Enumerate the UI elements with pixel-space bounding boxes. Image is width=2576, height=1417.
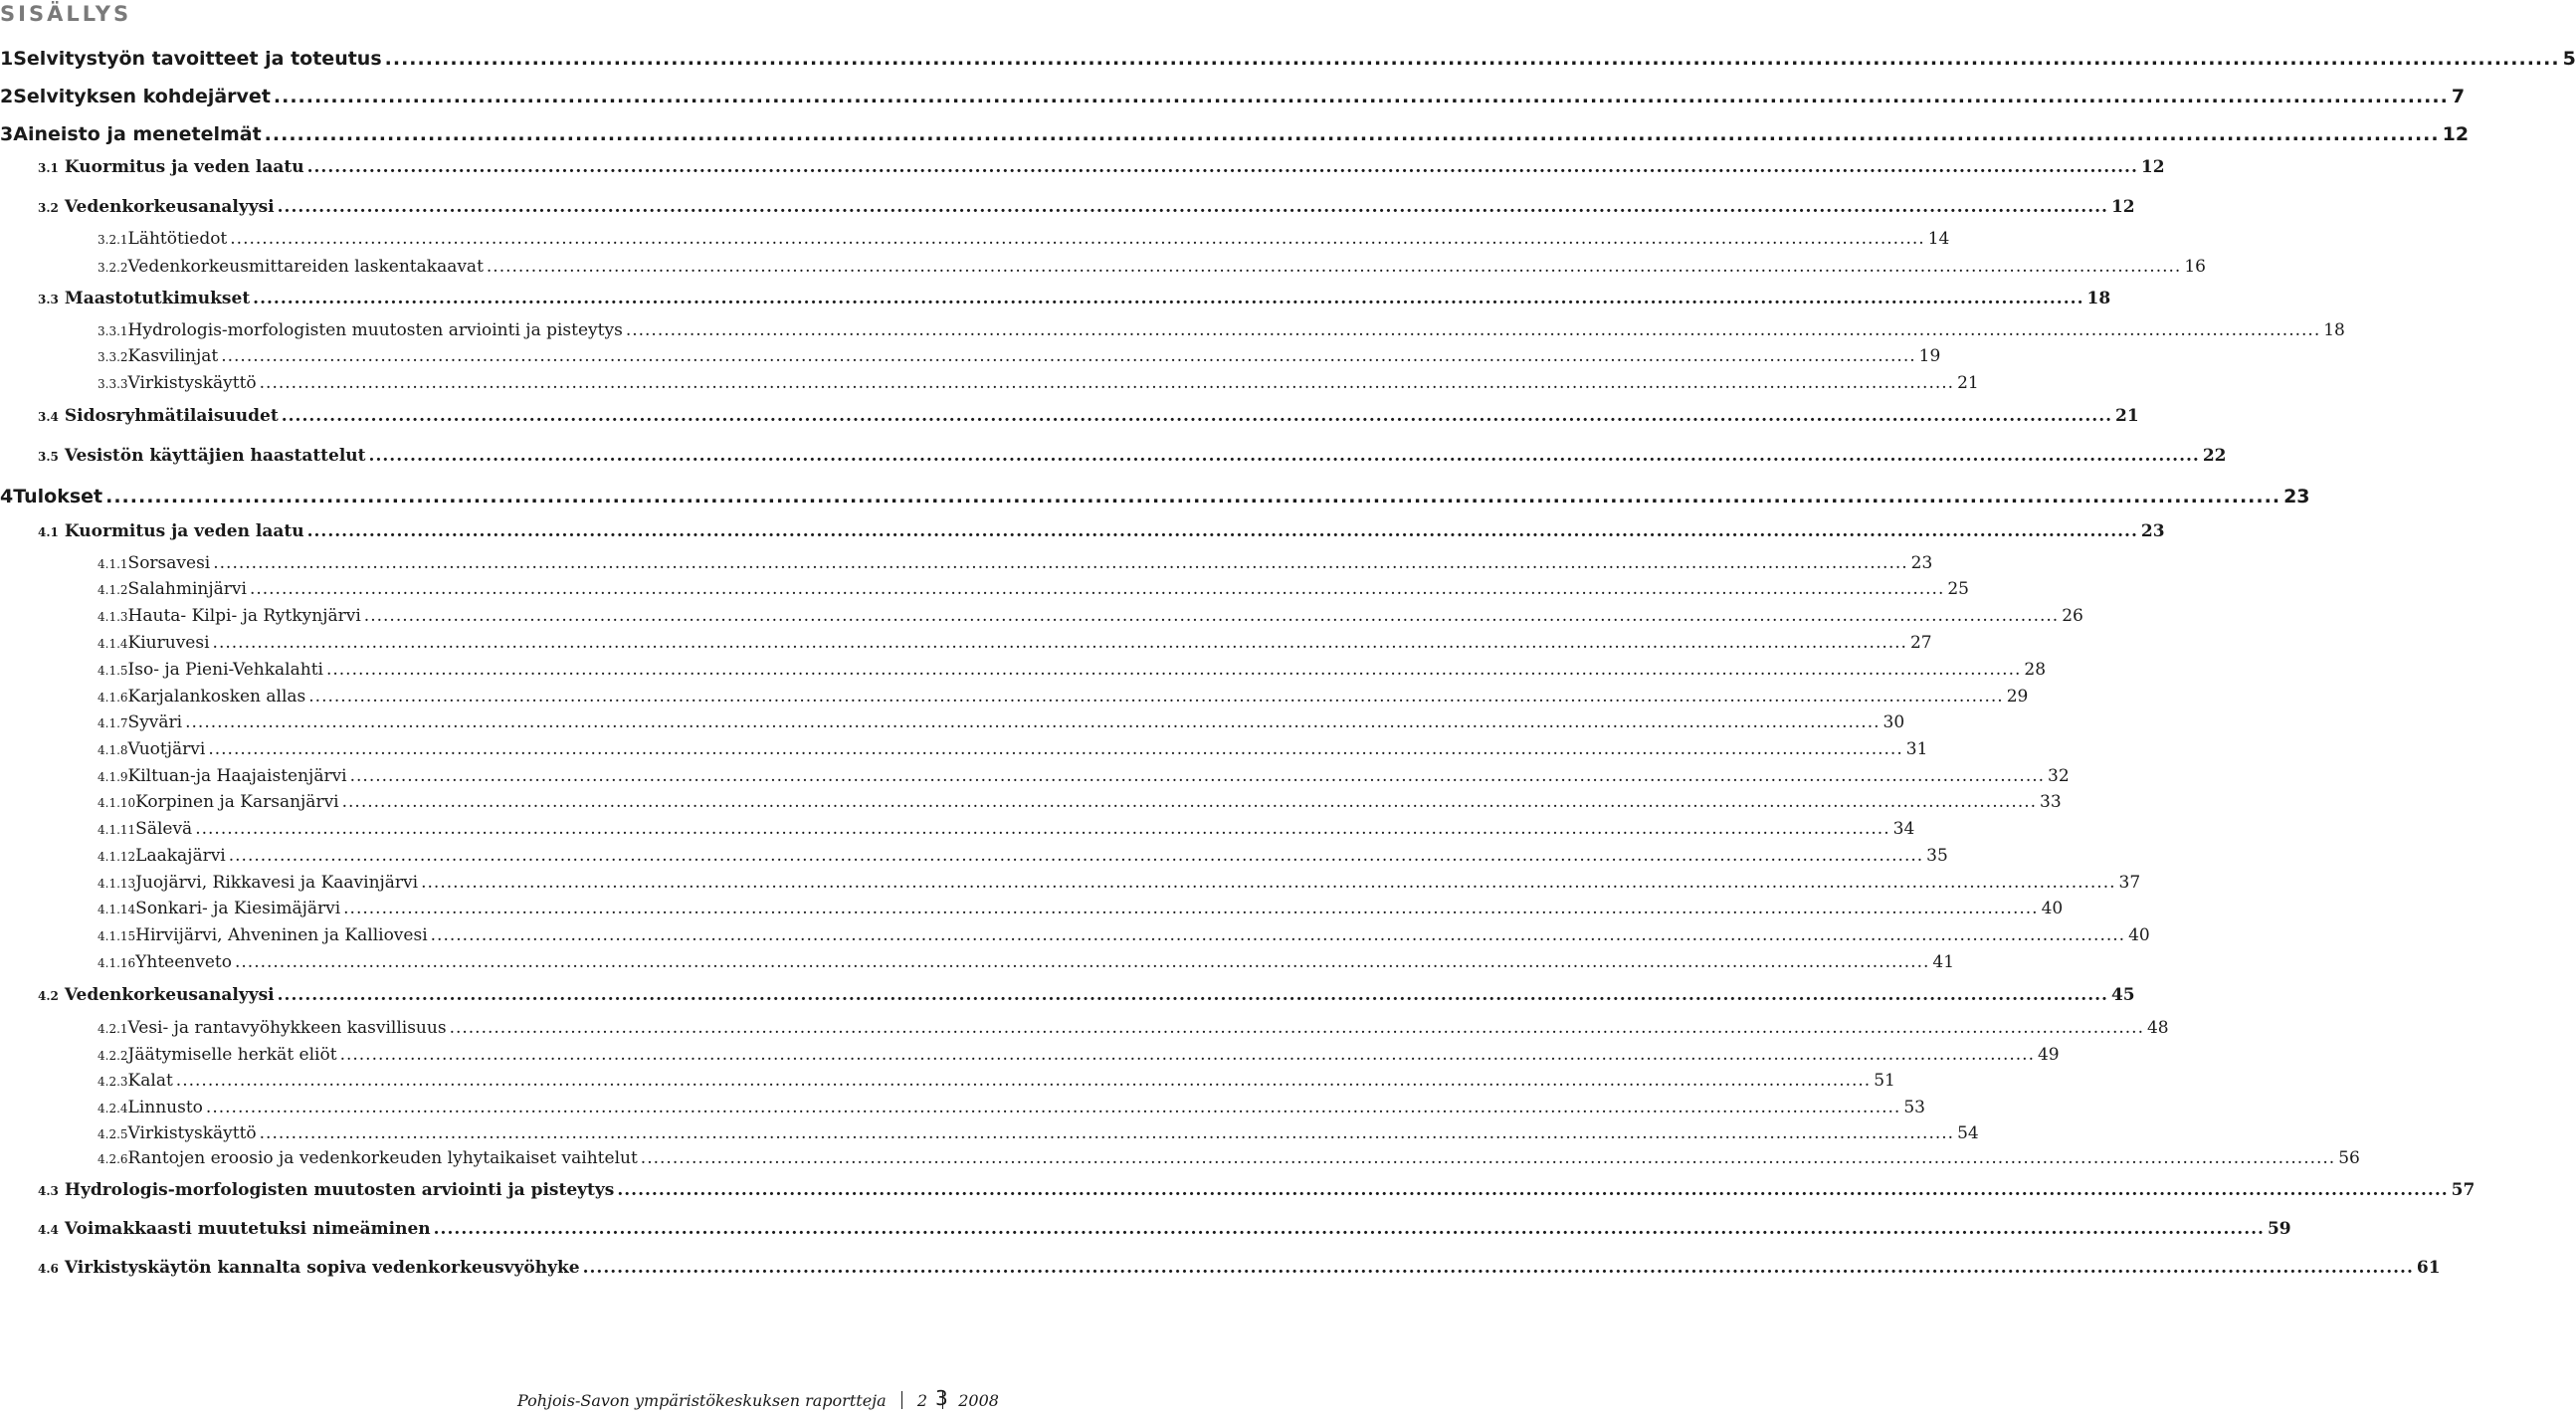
toc-entry-number: 4.1.7 (98, 716, 128, 730)
toc-entry-number: 4.1.12 (98, 850, 136, 864)
toc-entry (98, 1098, 1925, 1117)
toc-entry (98, 766, 2070, 786)
toc-entry-number: 4.1 (38, 525, 59, 539)
toc-entry-leader (450, 1018, 2144, 1038)
toc-entry-page: 32 (2048, 766, 2070, 786)
footer-divider (901, 1391, 902, 1409)
toc-entry (0, 123, 2470, 145)
toc-entry-number: 4.1.16 (98, 956, 136, 970)
toc-entry (38, 985, 2135, 1005)
toc-entry-label: Syväri (127, 712, 183, 732)
toc-entry-page: 25 (1947, 579, 1969, 599)
toc-entry-number: 4.2.2 (98, 1049, 128, 1063)
toc-entry-label: Voimakkaasti muutetuksi nimeäminen (64, 1219, 431, 1239)
toc-entry-label: Hydrologis-morfologisten muutosten arviointi ja pisteytys (127, 320, 623, 340)
toc-entry-leader (260, 373, 1954, 393)
toc-entry-number: 1 (0, 48, 14, 70)
toc-entry-number: 4.1.5 (98, 664, 128, 678)
toc-entry-label: Vesi- ja rantavyöhykkeen kasvillisuus (127, 1018, 447, 1038)
toc-entry-page: 23 (1910, 553, 1933, 573)
toc-entry-page: 59 (2267, 1219, 2291, 1239)
toc-entry-leader (487, 257, 2181, 277)
toc-entry-number: 4.4 (38, 1223, 59, 1237)
toc-entry-page: 7 (2451, 86, 2466, 107)
toc-entry-number: 4.1.15 (98, 929, 136, 943)
toc-entry-label: Kuormitus ja veden laatu (64, 157, 304, 177)
toc-entry-leader (185, 712, 1880, 732)
toc-entry-number: 4.1.14 (98, 903, 136, 916)
toc-entry-leader (235, 952, 1929, 972)
toc-entry-page: 56 (2338, 1148, 2360, 1168)
toc-entry-label: Iso- ja Pieni-Vehkalahti (127, 660, 323, 680)
toc-entry-leader (307, 521, 2138, 541)
toc-entry (38, 1258, 2441, 1278)
toc-entry-number: 4.2.5 (98, 1127, 128, 1141)
toc-entry-number: 3.3.2 (98, 350, 128, 364)
toc-entry-page: 16 (2184, 257, 2206, 277)
toc-entry-leader (265, 123, 2440, 145)
toc-entry-label: Kalat (127, 1071, 173, 1091)
toc-entry (98, 712, 1905, 732)
toc-entry (98, 1148, 2360, 1168)
toc-entry-page: 29 (2006, 687, 2029, 707)
toc-entry (98, 553, 1933, 573)
toc-entry-page: 23 (2140, 521, 2165, 541)
toc-entry-leader (221, 346, 1915, 366)
toc-entry-number: 3.5 (38, 450, 59, 464)
toc-entry-leader (626, 320, 2320, 340)
toc-entry-number: 2 (0, 86, 14, 107)
toc-entry-page: 49 (2037, 1045, 2060, 1065)
toc-entry (98, 846, 1948, 866)
toc-entry (38, 521, 2165, 541)
toc-entry-page: 31 (1905, 739, 1928, 759)
toc-entry-label: Vedenkorkeusanalyysi (64, 985, 275, 1005)
toc-entry-number: 4.1.4 (98, 637, 128, 651)
toc-entry-number: 3 (0, 123, 14, 145)
toc-entry (98, 1123, 1979, 1143)
toc-entry-number: 3.3 (38, 293, 59, 306)
toc-entry-label: Selvityksen kohdejärvet (13, 86, 271, 107)
toc-entry-page: 26 (2062, 606, 2083, 626)
toc-entry-leader (278, 197, 2108, 217)
toc-entry-number: 3.1 (38, 161, 59, 175)
toc-entry-page: 19 (1918, 346, 1941, 366)
toc-entry-page: 48 (2146, 1018, 2169, 1038)
toc-entry (98, 373, 1979, 393)
toc-entry-leader (206, 1098, 1900, 1117)
page-number: 3 (935, 1386, 948, 1410)
toc-entry-label: Kiltuan-ja Haajaistenjärvi (127, 766, 347, 786)
toc-entry (98, 792, 2062, 812)
toc-entry-number: 4.1.8 (98, 743, 128, 757)
toc-entry-leader (364, 606, 2059, 626)
toc-entry (98, 1071, 1895, 1091)
toc-entry (0, 48, 2576, 70)
toc-entry (98, 320, 2345, 340)
toc-entry-page: 57 (2451, 1180, 2476, 1200)
toc-entry (98, 660, 2047, 680)
toc-entry-label: Linnusto (127, 1098, 203, 1117)
toc-entry-page: 12 (2442, 123, 2470, 145)
toc-entry-leader (229, 846, 1923, 866)
toc-entry-number: 4.2.4 (98, 1102, 128, 1115)
toc-entry-number: 4.2.1 (98, 1022, 128, 1036)
toc-entry-label: Selvitystyön tavoitteet ja toteutus (13, 48, 382, 70)
toc-entry-leader (350, 766, 2045, 786)
footer-year: 2008 (958, 1391, 999, 1410)
toc-entry-label: Sälevä (135, 819, 193, 839)
toc-entry-number: 4.1.2 (98, 583, 128, 597)
toc-entry-label: Kasvilinjat (127, 346, 219, 366)
toc-entry-page: 27 (1909, 633, 1932, 653)
toc-entry-label: Virkistyskäytön kannalta sopiva vedenkorkeusvyöhyke (64, 1258, 580, 1278)
toc-entry-page: 35 (1926, 846, 1948, 866)
toc-entry-page: 45 (2110, 985, 2135, 1005)
toc-entry-page: 18 (2323, 320, 2345, 340)
toc-entry (38, 1219, 2291, 1239)
toc-entry-label: Vedenkorkeusanalyysi (64, 197, 275, 217)
toc-entry-number: 3.2.1 (98, 233, 128, 247)
toc-entry (38, 406, 2139, 426)
toc-entry-page: 28 (2024, 660, 2047, 680)
toc-entry (98, 1018, 2169, 1038)
toc-entry-page: 22 (2202, 446, 2227, 466)
toc-entry-page: 53 (1903, 1098, 1925, 1117)
toc-entry-number: 3.2 (38, 201, 59, 215)
toc-entry-page: 54 (1957, 1123, 1979, 1143)
toc-entry-label: Kuormitus ja veden laatu (64, 521, 304, 541)
toc-entry-number: 4 (0, 486, 14, 507)
toc-entry-label: Kiuruvesi (127, 633, 210, 653)
toc-entry (98, 687, 2029, 707)
toc-entry-leader (369, 446, 2200, 466)
toc-entry-number: 4.1.11 (98, 823, 136, 837)
toc-entry (38, 1180, 2476, 1200)
toc-entry-label: Jäätymiselle herkät eliöt (127, 1045, 337, 1065)
toc-entry-page: 23 (2283, 486, 2310, 507)
toc-entry-leader (434, 1219, 2265, 1239)
toc-entry-label: Sidosryhmätilaisuudet (64, 406, 279, 426)
toc-entry-label: Lähtötiedot (127, 229, 228, 249)
toc-entry-leader (250, 579, 1944, 599)
toc-entry-label: Juojärvi, Rikkavesi ja Kaavinjärvi (135, 873, 419, 893)
toc-entry (98, 1045, 2060, 1065)
toc-entry-leader (274, 86, 2449, 107)
toc-entry-label: Laakajärvi (135, 846, 226, 866)
toc-entry-leader (308, 687, 2003, 707)
toc-entry-label: Karjalankosken allas (127, 687, 306, 707)
toc-entry-label: Hydrologis-morfologisten muutosten arviointi ja pisteytys (64, 1180, 615, 1200)
toc-entry-page: 51 (1874, 1071, 1895, 1091)
toc-entry-leader (208, 739, 1902, 759)
toc-entry-label: Aineisto ja menetelmät (13, 123, 262, 145)
toc-entry-number: 4.1.10 (98, 796, 136, 810)
toc-entry (98, 633, 1932, 653)
toc-entry-page: 5 (2562, 48, 2576, 70)
toc-entry-leader (278, 985, 2108, 1005)
toc-entry-page: 21 (2115, 406, 2139, 426)
toc-entry-leader (230, 229, 1924, 249)
toc-entry (38, 289, 2111, 308)
toc-entry (98, 899, 2064, 918)
toc-entry (38, 197, 2135, 217)
toc-entry-page: 14 (1927, 229, 1950, 249)
toc-entry-page: 12 (2140, 157, 2165, 177)
toc-entry (98, 739, 1928, 759)
toc-entry-label: Vedenkorkeusmittareiden laskentakaavat (127, 257, 484, 277)
toc-entry-label: Vesistön käyttäjien haastattelut (64, 446, 366, 466)
toc-entry-number: 4.1.9 (98, 770, 128, 784)
toc-entry (38, 157, 2165, 177)
toc-entry-number: 4.2 (38, 989, 59, 1003)
toc-entry-label: Tulokset (13, 486, 103, 507)
toc-entry-label: Rantojen eroosio ja vedenkorkeuden lyhytaikaiset vaihtelut (127, 1148, 638, 1168)
toc-entry-number: 4.2.3 (98, 1075, 128, 1089)
toc-entry-label: Virkistyskäyttö (127, 373, 257, 393)
toc-entry (98, 229, 1950, 249)
toc-entry-number: 3.2.2 (98, 261, 128, 275)
footer-issue: 2 (916, 1391, 928, 1410)
toc-entry-label: Vuotjärvi (127, 739, 206, 759)
toc-entry-leader (385, 48, 2560, 70)
toc-entry (98, 346, 1941, 366)
toc-entry-leader (307, 157, 2138, 177)
toc-entry-number: 4.2.6 (98, 1152, 128, 1166)
toc-entry-page: 18 (2086, 289, 2111, 308)
toc-entry-leader (342, 792, 2037, 812)
toc-entry-leader (583, 1258, 2414, 1278)
toc-entry (98, 873, 2141, 893)
toc-entry (38, 446, 2227, 466)
toc-entry-label: Hirvijärvi, Ahveninen ja Kalliovesi (135, 925, 428, 945)
toc-entry-number: 4.1.13 (98, 877, 136, 891)
toc-entry (98, 819, 1915, 839)
toc-entry (0, 86, 2466, 107)
toc-entry-page: 34 (1892, 819, 1915, 839)
toc-entry (98, 952, 1955, 972)
toc-entry-leader (340, 1045, 2035, 1065)
toc-entry-number: 3.3.1 (98, 324, 128, 338)
toc-entry-leader (195, 819, 1889, 839)
toc-entry-page: 21 (1957, 373, 1979, 393)
toc-entry (98, 925, 2150, 945)
toc-entry-number: 4.6 (38, 1262, 59, 1276)
toc-entry-number: 3.3.3 (98, 377, 128, 391)
toc-entry-label: Maastotutkimukset (64, 289, 251, 308)
toc-entry-leader (260, 1123, 1954, 1143)
toc-entry-page: 33 (2040, 792, 2062, 812)
toc-entry-page: 30 (1882, 712, 1905, 732)
toc-entry-label: Sorsavesi (127, 553, 211, 573)
toc-entry-label: Virkistyskäyttö (127, 1123, 257, 1143)
toc-entry-leader (105, 486, 2280, 507)
toc-entry-number: 4.1.1 (98, 557, 128, 571)
toc-entry (98, 257, 2206, 277)
toc-entry-leader (253, 289, 2083, 308)
toc-entry-page: 12 (2110, 197, 2135, 217)
footer-series-name: Pohjois-Savon ympäristökeskuksen raportteja (517, 1391, 887, 1410)
toc-entry-number: 3.4 (38, 410, 59, 424)
toc-entry-label: Hauta- Kilpi- ja Rytkynjärvi (127, 606, 361, 626)
footer-series (517, 1391, 999, 1410)
toc-entry-leader (431, 925, 2125, 945)
toc-entry-leader (641, 1148, 2335, 1168)
toc-entry-page: 40 (2128, 925, 2150, 945)
toc-entry-leader (176, 1071, 1871, 1091)
toc-entry-number: 4.1.3 (98, 610, 128, 624)
toc-entry-page: 41 (1932, 952, 1955, 972)
toc-entry-number: 4.1.6 (98, 691, 128, 705)
toc-entry-label: Yhteenveto (135, 952, 232, 972)
toc-entry-leader (617, 1180, 2448, 1200)
toc-entry (98, 579, 1969, 599)
toc-entry-page: 40 (2041, 899, 2064, 918)
toc-entry-leader (213, 553, 1907, 573)
toc-entry (98, 606, 2083, 626)
toc-entry-number: 4.3 (38, 1184, 59, 1198)
toc-entry-label: Korpinen ja Karsanjärvi (135, 792, 339, 812)
toc-entry (0, 486, 2310, 507)
toc-heading: SISÄLLYS (0, 2, 132, 26)
toc-entry-leader (343, 899, 2038, 918)
toc-entry-label: Salahminjärvi (127, 579, 247, 599)
toc-entry-leader (326, 660, 2021, 680)
toc-entry-label: Sonkari- ja Kiesimäjärvi (135, 899, 341, 918)
toc-entry-page: 61 (2416, 1258, 2441, 1278)
toc-entry-leader (213, 633, 1907, 653)
toc-entry-page: 37 (2118, 873, 2141, 893)
toc-entry-leader (282, 406, 2112, 426)
toc-entry-leader (421, 873, 2115, 893)
